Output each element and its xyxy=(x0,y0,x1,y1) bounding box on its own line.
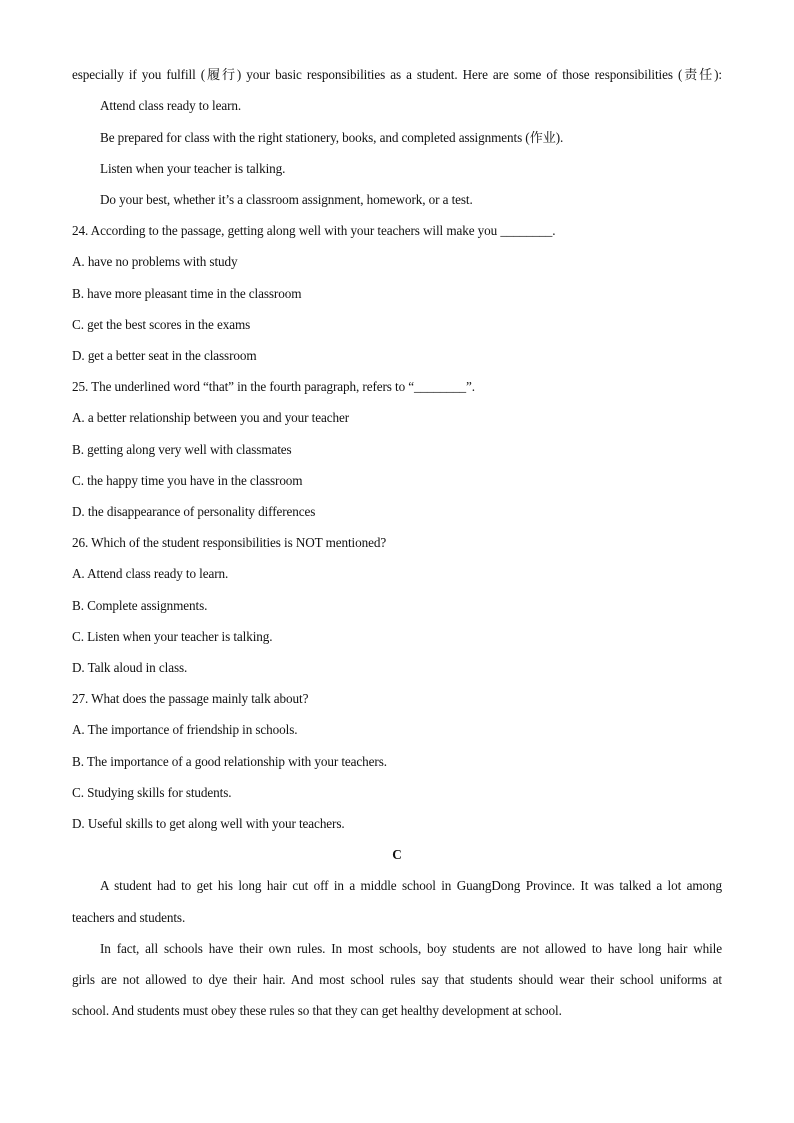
question-26-stem: 26. Which of the student responsibilities is NOT mentioned? xyxy=(72,535,387,550)
responsibility-item: Listen when your teacher is talking. xyxy=(100,161,286,176)
passage-c-para2-line1: In fact, all schools have their own rules. In most schools, boy students are not allowed to have long hair while xyxy=(100,941,722,956)
question-26-option-b: B. Complete assignments. xyxy=(72,598,208,613)
passage-b-intro-line: especially if you fulfill (履行) your basic responsibilities as a student. Here are some of those responsibilities (责任): xyxy=(72,67,722,82)
question-25-option-d: D. the disappearance of personality differences xyxy=(72,504,316,519)
question-27-option-b: B. The importance of a good relationship with your teachers. xyxy=(72,754,387,769)
question-24-option-b: B. have more pleasant time in the classroom xyxy=(72,286,302,301)
passage-c-para2-line2: girls are not allowed to dye their hair. And most school rules say that students should wear their school uniforms at xyxy=(72,972,722,987)
question-27-option-a: A. The importance of friendship in schools. xyxy=(72,722,298,737)
passage-c-para1-line2: teachers and students. xyxy=(72,910,186,925)
question-26-option-d: D. Talk aloud in class. xyxy=(72,660,188,675)
question-26-option-a: A. Attend class ready to learn. xyxy=(72,566,229,581)
section-heading-c: C xyxy=(392,847,402,862)
question-25-option-c: C. the happy time you have in the classroom xyxy=(72,473,303,488)
document-page xyxy=(72,0,722,1123)
question-24-stem: 24. According to the passage, getting along well with your teachers will make you ________. xyxy=(72,223,556,238)
question-24-option-d: D. get a better seat in the classroom xyxy=(72,348,257,363)
question-25-option-b: B. getting along very well with classmates xyxy=(72,442,292,457)
question-27-option-c: C. Studying skills for students. xyxy=(72,785,232,800)
question-25-stem: 25. The underlined word “that” in the fourth paragraph, refers to “________”. xyxy=(72,379,475,394)
passage-c-para1-line1: A student had to get his long hair cut off in a middle school in GuangDong Province. It was talked a lot among xyxy=(100,878,722,893)
question-24-option-a: A. have no problems with study xyxy=(72,254,238,269)
passage-c-para2-line3: school. And students must obey these rules so that they can get healthy development at school. xyxy=(72,1003,562,1018)
question-27-option-d: D. Useful skills to get along well with your teachers. xyxy=(72,816,345,831)
responsibility-item: Be prepared for class with the right stationery, books, and completed assignments (作业). xyxy=(100,130,564,145)
question-27-stem: 27. What does the passage mainly talk about? xyxy=(72,691,309,706)
question-24-option-c: C. get the best scores in the exams xyxy=(72,317,251,332)
question-26-option-c: C. Listen when your teacher is talking. xyxy=(72,629,273,644)
responsibility-item: Attend class ready to learn. xyxy=(100,98,242,113)
question-25-option-a: A. a better relationship between you and your teacher xyxy=(72,410,350,425)
responsibility-item: Do your best, whether it’s a classroom assignment, homework, or a test. xyxy=(100,192,473,207)
